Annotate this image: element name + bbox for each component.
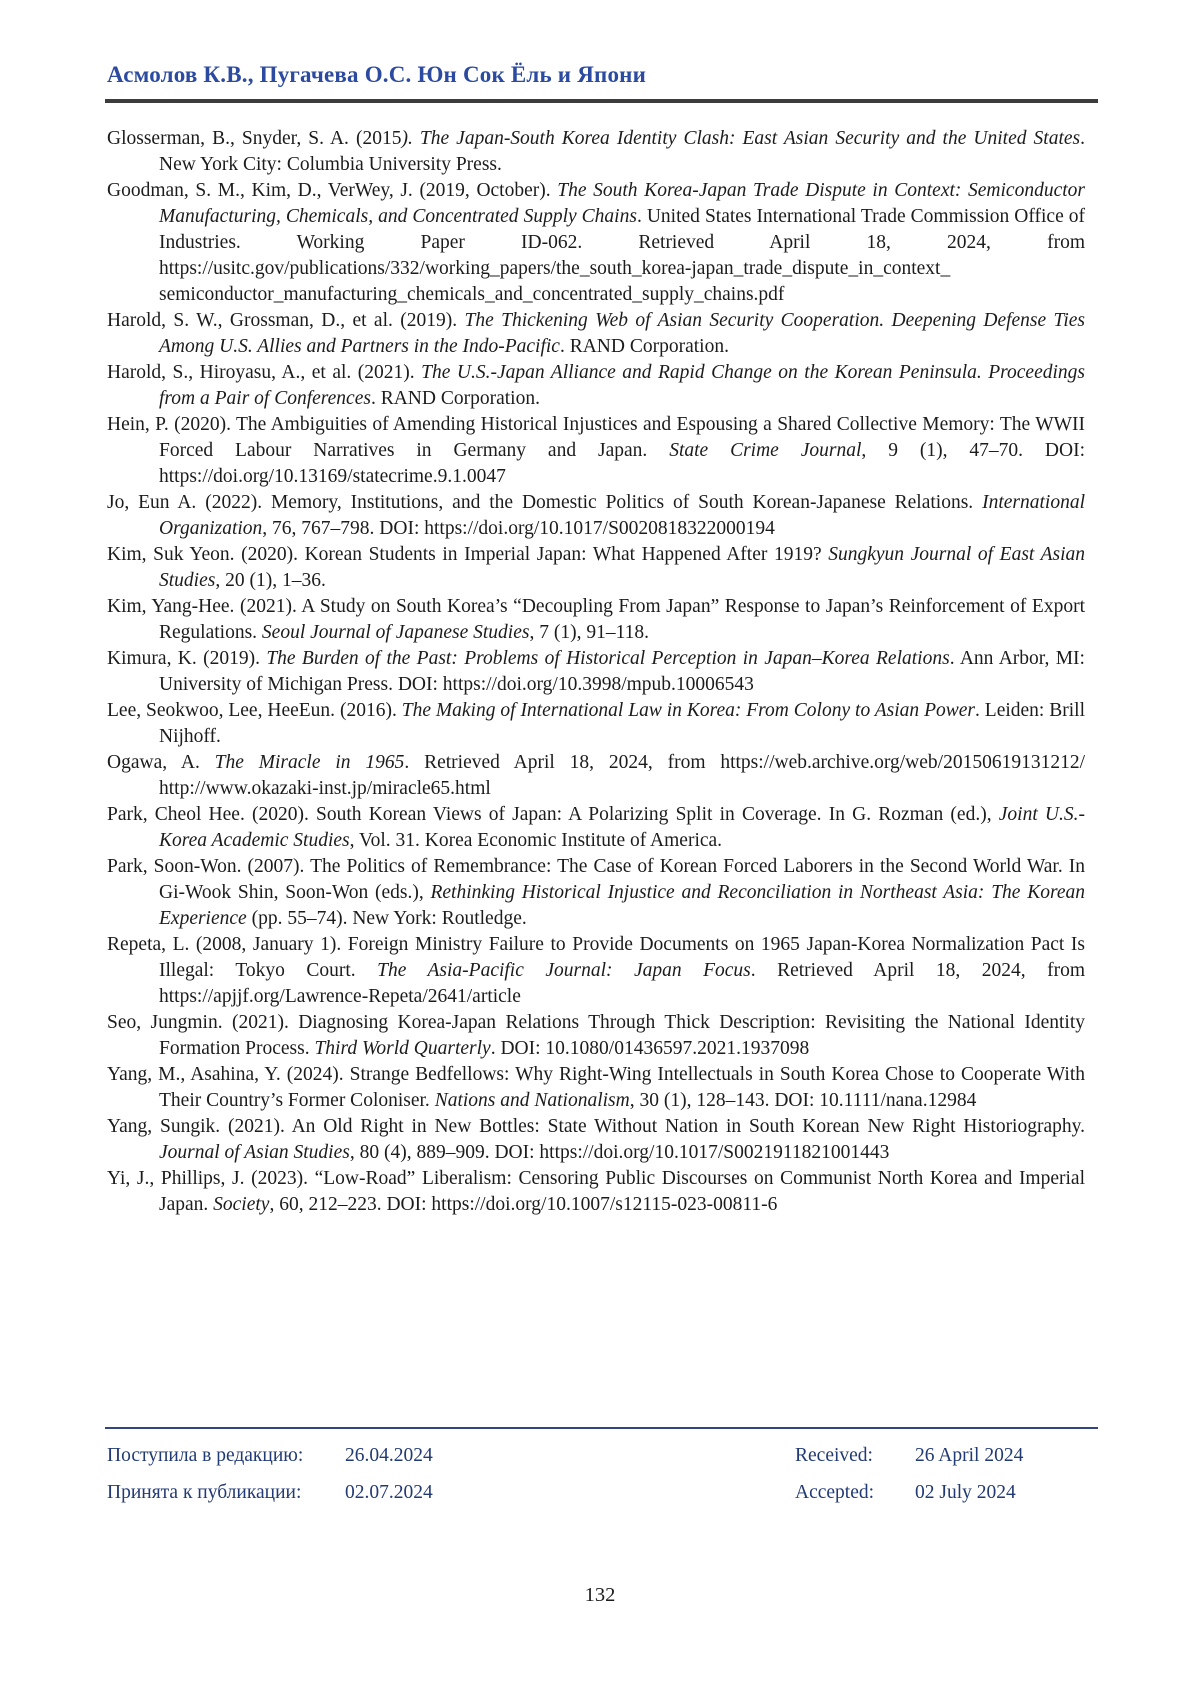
reference-entry: Hein, P. (2020). The Ambiguities of Amending Historical Injustices and Espousing a Shared Collective Memory: The WWII Forced Labour Narratives in Germany and Japan. State Crime Journal, 9 (1), 47–70. DOI: https://doi.org/10.13169/statecrime.9.1.0047 bbox=[107, 414, 1085, 487]
reference-entry: Kim, Suk Yeon. (2020). Korean Students in Imperial Japan: What Happened After 1919? Sungkyun Journal of East Asian Studies, 20 (1), 1–36. bbox=[107, 544, 1085, 591]
received-date-en: 26 April 2024 bbox=[915, 1445, 1024, 1466]
header-rule bbox=[105, 99, 1098, 103]
reference-entry: Ogawa, A. The Miracle in 1965. Retrieved April 18, 2024, from https://web.archive.org/web/20150619131212/​http://www.okazaki-inst.jp/miracle65.html bbox=[107, 752, 1086, 799]
accepted-label-ru: Принята к публикации: bbox=[107, 1482, 302, 1503]
reference-entry: Harold, S., Hiroyasu, A., et al. (2021). The U.S.-Japan Alliance and Rapid Change on the Korean Peninsula. Proceedings from a Pair of Conferences. RAND Corporation. bbox=[107, 362, 1085, 409]
reference-entry: Kimura, K. (2019). The Burden of the Past: Problems of Historical Perception in Japan–Korea Relations. Ann Arbor, MI: University of Michigan Press. DOI: https://doi.org/10.3998/mpub.10006543 bbox=[107, 648, 1085, 695]
accepted-label-en: Accepted: bbox=[795, 1482, 875, 1503]
reference-list bbox=[107, 126, 1085, 1218]
received-date-ru: 26.04.2024 bbox=[345, 1445, 433, 1466]
reference-entry: Jo, Eun A. (2022). Memory, Institutions, and the Domestic Politics of South Korean-Japanese Relations. International Organization, 76, 767–798. DOI: https://doi.org/10.1017/S0020818322000194 bbox=[107, 492, 1085, 539]
received-label-en: Received: bbox=[795, 1445, 873, 1466]
reference-entry: Park, Cheol Hee. (2020). South Korean Views of Japan: A Polarizing Split in Coverage. In G. Rozman (ed.), Joint U.S.-Korea Academic Studies, Vol. 31. Korea Economic Institute of America. bbox=[107, 804, 1085, 851]
page-number: 132 bbox=[584, 1584, 616, 1606]
reference-entry: Repeta, L. (2008, January 1). Foreign Ministry Failure to Provide Documents on 1965 Japan-Korea Normalization Pact Is Illegal: Tokyo Court. The Asia-Pacific Journal: Japan Focus. Retrieved April 18, 2024, from https://apjjf.org/Lawrence-Repeta/2641/article bbox=[107, 934, 1086, 1007]
running-head: Асмолов К.В., Пугачева О.С. Юн Сок Ёль и Япони bbox=[107, 62, 647, 87]
reference-entry: Yang, Sungik. (2021). An Old Right in New Bottles: State Without Nation in South Korean New Right Historiography. Journal of Asian Studies, 80 (4), 889–909. DOI: https://doi.org/10.1017/​S0021911821001443 bbox=[107, 1116, 1085, 1163]
footer-row-received bbox=[105, 1445, 1098, 1471]
reference-entry: Goodman, S. M., Kim, D., VerWey, J. (2019, October). The South Korea-Japan Trade Dispute in Context: Semiconductor Manufacturing, Chemicals, and Concentrated Supply Chains. United States International Trade Commission Office of Industries. Working Paper ID-062. Retrieved April 18, 2024, from https://usitc.gov/publications/332/working_papers/the_south_korea-japan_trade_dispute_in_context_​semiconductor_manufacturing_chemicals_and_concentrated_supply_chains.pdf bbox=[107, 180, 1085, 305]
reference-entry: Park, Soon-Won. (2007). The Politics of Remembrance: The Case of Korean Forced Laborers in the Second World War. In Gi-Wook Shin, Soon-Won (eds.), Rethinking Historical Injustice and Reconciliation in Northeast Asia: The Korean Experience (pp. 55–74). New York: Routledge. bbox=[107, 856, 1085, 929]
reference-entry: Lee, Seokwoo, Lee, HeeEun. (2016). The Making of International Law in Korea: From Colony to Asian Power. Leiden: Brill Nijhoff. bbox=[107, 700, 1086, 747]
footer-row-accepted bbox=[105, 1482, 1098, 1508]
reference-entry: Kim, Yang-Hee. (2021). A Study on South Korea’s “Decoupling From Japan” Response to Japan’s Reinforcement of Export Regulations. Seoul Journal of Japanese Studies, 7 (1), 91–118. bbox=[107, 596, 1085, 643]
received-label-ru: Поступила в редакцию: bbox=[107, 1445, 304, 1466]
accepted-date-en: 02 July 2024 bbox=[915, 1482, 1016, 1503]
reference-entry: Glosserman, B., Snyder, S. A. (2015). The Japan-South Korea Identity Clash: East Asian Security and the United States. New York City: Columbia University Press. bbox=[107, 128, 1086, 175]
reference-entry: Harold, S. W., Grossman, D., et al. (2019). The Thickening Web of Asian Security Cooperation. Deepening Defense Ties Among U.S. Allies and Partners in the Indo-Pacific. RAND Corporation. bbox=[107, 310, 1085, 357]
accepted-date-ru: 02.07.2024 bbox=[345, 1482, 433, 1503]
reference-entry: Seo, Jungmin. (2021). Diagnosing Korea-Japan Relations Through Thick Description: Revisiting the National Identity Formation Process. Third World Quarterly. DOI: 10.1080/01436597.2021.1937098 bbox=[107, 1012, 1085, 1059]
reference-entry: Yang, M., Asahina, Y. (2024). Strange Bedfellows: Why Right-Wing Intellectuals in South Korea Chose to Cooperate With Their Country’s Former Coloniser. Nations and Nationalism, 30 (1), 128–143. DOI: 10.1111/nana.12984 bbox=[107, 1064, 1085, 1111]
footer-rule bbox=[105, 1427, 1098, 1429]
footer-dates-block bbox=[105, 1427, 1098, 1508]
reference-entry: Yi, J., Phillips, J. (2023). “Low-Road” Liberalism: Censoring Public Discourses on Communist North Korea and Imperial Japan. Society, 60, 212–223. DOI: https://doi.org/10.1007/s12115-023-00811-6 bbox=[107, 1168, 1085, 1215]
